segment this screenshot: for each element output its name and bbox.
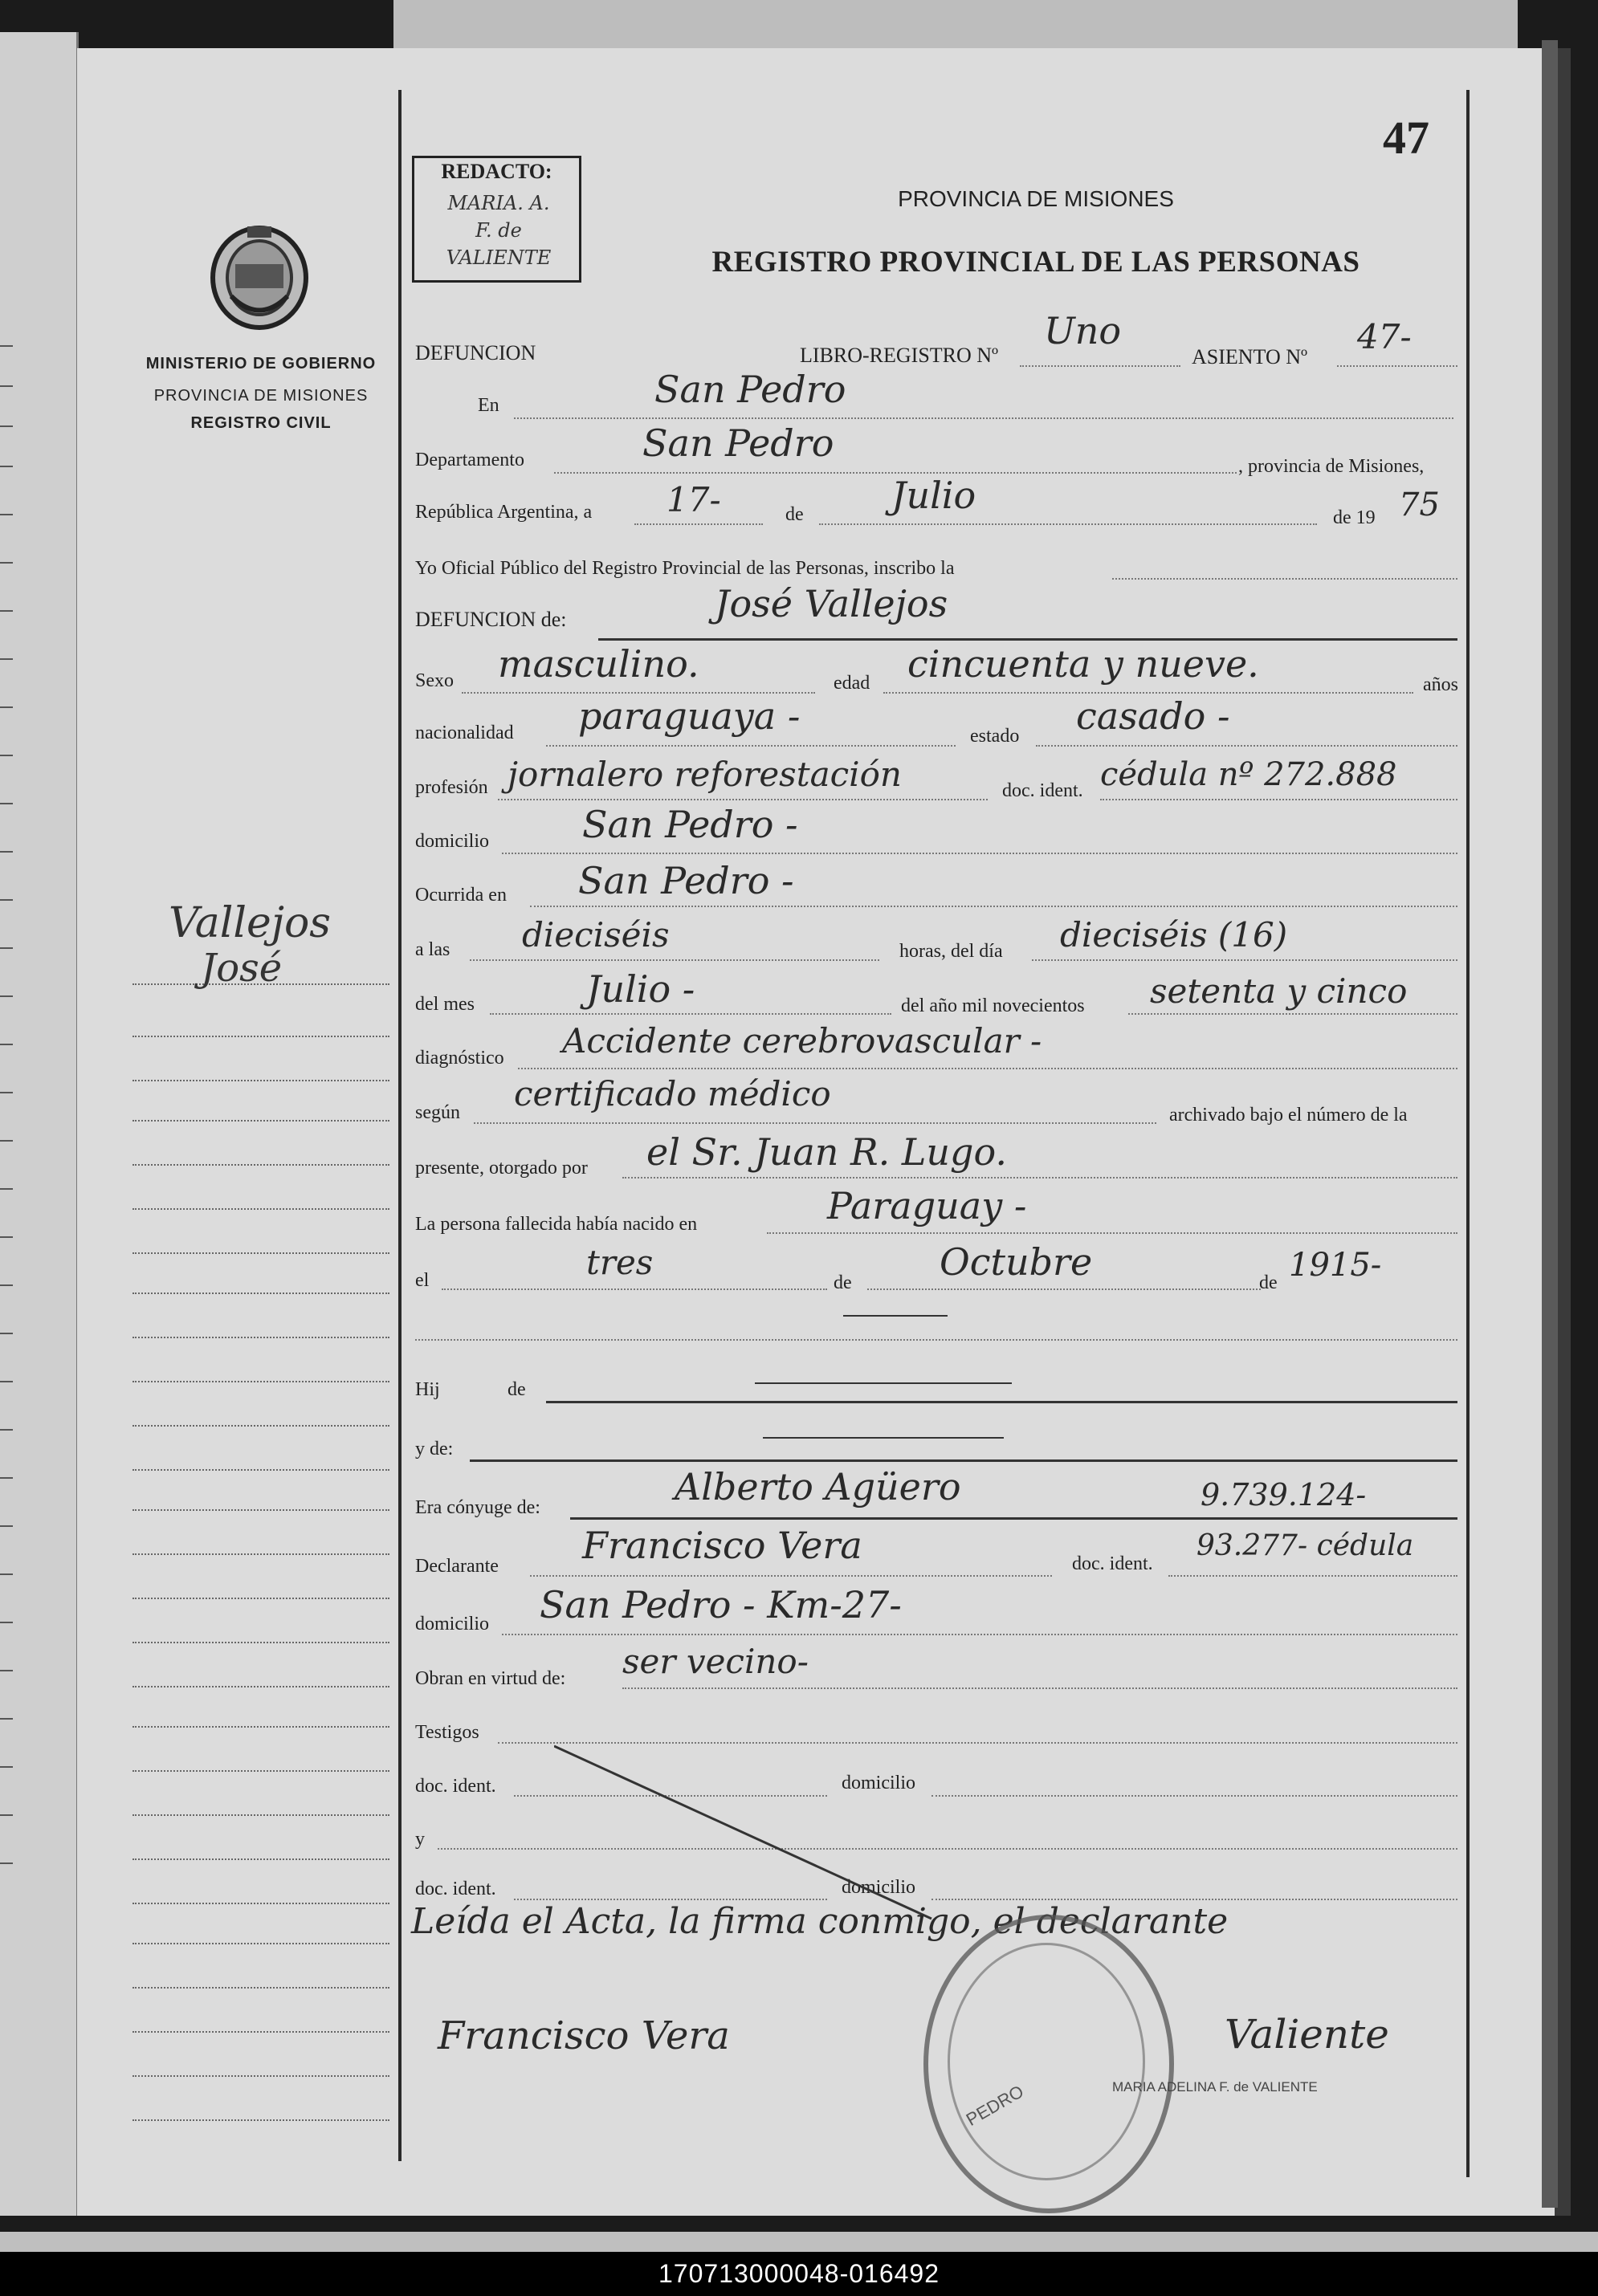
value-departamento: San Pedro bbox=[642, 421, 834, 465]
top-scrap bbox=[393, 0, 1518, 48]
value-dia-texto: dieciséis (16) bbox=[1060, 915, 1288, 955]
official-name: MARIA ADELINA F. de VALIENTE bbox=[1112, 2079, 1318, 2094]
value-edad: cincuenta y nueve. bbox=[907, 642, 1259, 686]
label-estado: estado bbox=[970, 726, 1020, 747]
signature-official: Valiente bbox=[1225, 2011, 1389, 2058]
label-edad: edad bbox=[834, 673, 870, 694]
value-segun: certificado médico bbox=[514, 1074, 831, 1113]
label-anos: años bbox=[1423, 674, 1458, 695]
value-mes: Julio bbox=[891, 474, 976, 517]
value-nombre: José Vallejos bbox=[715, 582, 948, 625]
value-nacionalidad: paraguaya - bbox=[578, 694, 801, 738]
seal-text: PEDRO bbox=[962, 2081, 1028, 2130]
value-declarante-domicilio: San Pedro - Km-27- bbox=[540, 1583, 902, 1626]
value-declarante-doc: 93.277- cédula bbox=[1196, 1529, 1414, 1562]
label-del-mes: del mes bbox=[415, 994, 475, 1015]
value-nac-ano: 1915- bbox=[1289, 1247, 1382, 1284]
label-hij-de: de bbox=[508, 1379, 526, 1400]
ministry-title: MINISTERIO DE GOBIERNO bbox=[145, 355, 377, 372]
value-ano: 75 bbox=[1399, 486, 1440, 523]
label-obran: Obran en virtud de: bbox=[415, 1668, 566, 1689]
value-estado: casado - bbox=[1076, 694, 1230, 738]
label-y: y bbox=[415, 1829, 425, 1850]
label-defuncion: DEFUNCION bbox=[415, 341, 536, 364]
cancel-strike-line bbox=[554, 1742, 940, 1927]
label-doc-ident: doc. ident. bbox=[1002, 780, 1083, 801]
label-domicilio-2: domicilio bbox=[415, 1614, 489, 1634]
left-page-edge bbox=[0, 32, 79, 2216]
label-testigos: Testigos bbox=[415, 1722, 479, 1743]
province-coat-of-arms-icon bbox=[207, 220, 312, 332]
label-nacionalidad: nacionalidad bbox=[415, 723, 514, 743]
value-mes-texto: Julio - bbox=[586, 967, 695, 1011]
header-province: PROVINCIA DE MISIONES bbox=[898, 186, 1174, 211]
value-conyuge: Alberto Agüero bbox=[675, 1465, 961, 1508]
label-presente: presente, otorgado por bbox=[415, 1158, 588, 1179]
label-nacido: La persona fallecida había nacido en bbox=[415, 1214, 698, 1235]
label-hij: Hij bbox=[415, 1379, 440, 1400]
value-en: San Pedro bbox=[654, 368, 846, 411]
label-y-de: y de: bbox=[415, 1439, 454, 1459]
label-archivado: archivado bajo el número de la bbox=[1169, 1105, 1408, 1126]
frame-left-line bbox=[398, 90, 402, 2161]
margin-note-surname: Vallejos bbox=[169, 899, 331, 947]
value-declarante: Francisco Vera bbox=[582, 1524, 862, 1567]
frame-right-line bbox=[1466, 90, 1470, 2177]
label-conyuge: Era cónyuge de: bbox=[415, 1497, 540, 1518]
value-libro: Uno bbox=[1044, 309, 1122, 352]
footer-id: 170713000048-016492 bbox=[658, 2259, 940, 2288]
label-testigo-doc-2: doc. ident. bbox=[415, 1879, 496, 1899]
label-testigo-domicilio-2: domicilio bbox=[842, 1877, 915, 1898]
value-nac-dia: tres bbox=[586, 1243, 654, 1282]
redacto-line-3: VALIENTE bbox=[446, 246, 552, 269]
label-testigo-doc-1: doc. ident. bbox=[415, 1776, 496, 1797]
redacto-label: REDACTO: bbox=[441, 160, 552, 183]
official-seal-inner bbox=[948, 1943, 1145, 2180]
ministry-province: PROVINCIA DE MISIONES bbox=[153, 387, 369, 405]
label-de-3: de bbox=[1259, 1272, 1278, 1293]
value-domicilio: San Pedro - bbox=[582, 803, 798, 846]
label-domicilio: domicilio bbox=[415, 831, 489, 852]
value-profesion: jornalero reforestación bbox=[508, 755, 902, 794]
page-number: 47 bbox=[1383, 112, 1429, 164]
value-otorgado: el Sr. Juan R. Lugo. bbox=[646, 1130, 1007, 1174]
label-departamento: Departamento bbox=[415, 450, 524, 470]
label-a-las: a las bbox=[415, 939, 450, 960]
label-oficial: Yo Oficial Público del Registro Provincial de las Personas, inscribo la bbox=[415, 558, 955, 579]
label-defuncion-de: DEFUNCION de: bbox=[415, 608, 567, 631]
label-ocurrida: Ocurrida en bbox=[415, 885, 507, 906]
label-profesion: profesión bbox=[415, 777, 488, 798]
value-hora: dieciséis bbox=[522, 915, 670, 955]
label-republica: República Argentina, a bbox=[415, 502, 593, 523]
value-nac-mes: Octubre bbox=[940, 1240, 1093, 1284]
label-en: En bbox=[478, 395, 499, 416]
label-sexo: Sexo bbox=[415, 670, 454, 691]
redacto-stamp-box bbox=[412, 156, 581, 283]
label-horas: horas, del día bbox=[899, 941, 1003, 962]
header-registry: REGISTRO PROVINCIAL DE LAS PERSONAS bbox=[711, 246, 1360, 279]
label-asiento: ASIENTO Nº bbox=[1192, 345, 1308, 368]
value-lectura: Leída el Acta, la firma conmigo, el declarante bbox=[411, 1901, 1229, 1942]
label-testigo-domicilio-1: domicilio bbox=[842, 1773, 915, 1793]
page-edge bbox=[1542, 40, 1558, 2208]
value-asiento: 47- bbox=[1357, 317, 1412, 356]
value-doc: cédula nº 272.888 bbox=[1100, 756, 1397, 793]
label-declarante: Declarante bbox=[415, 1556, 499, 1577]
label-de-19: de 19 bbox=[1333, 507, 1376, 528]
label-el: el bbox=[415, 1270, 430, 1291]
redacto-line-1: MARIA. A. bbox=[447, 192, 550, 214]
signature-declarante: Francisco Vera bbox=[438, 2013, 730, 2058]
label-diagnostico: diagnóstico bbox=[415, 1048, 504, 1069]
bottom-strip bbox=[0, 2232, 1598, 2252]
value-dia: 17- bbox=[667, 480, 721, 519]
label-provincia: , provincia de Misiones, bbox=[1238, 456, 1425, 477]
value-ano-texto: setenta y cinco bbox=[1150, 971, 1408, 1011]
label-declarante-doc: doc. ident. bbox=[1072, 1553, 1153, 1574]
label-segun: según bbox=[415, 1102, 460, 1123]
ministry-registry: REGISTRO CIVIL bbox=[190, 414, 332, 432]
redacto-line-2: F. de bbox=[475, 219, 522, 242]
value-obran: ser vecino- bbox=[622, 1642, 809, 1681]
label-del-ano: del año mil novecientos bbox=[901, 995, 1085, 1016]
value-conyuge-doc: 9.739.124- bbox=[1201, 1477, 1367, 1512]
value-diagnostico: Accidente cerebrovascular - bbox=[562, 1021, 1042, 1060]
value-nacido: Paraguay - bbox=[827, 1184, 1027, 1227]
label-de: de bbox=[785, 504, 804, 525]
value-sexo: masculino. bbox=[498, 642, 699, 686]
label-de-2: de bbox=[834, 1272, 852, 1293]
label-libro: LIBRO-REGISTRO Nº bbox=[800, 344, 999, 367]
value-ocurrida: San Pedro - bbox=[578, 859, 794, 902]
margin-note-name: José bbox=[201, 946, 283, 991]
